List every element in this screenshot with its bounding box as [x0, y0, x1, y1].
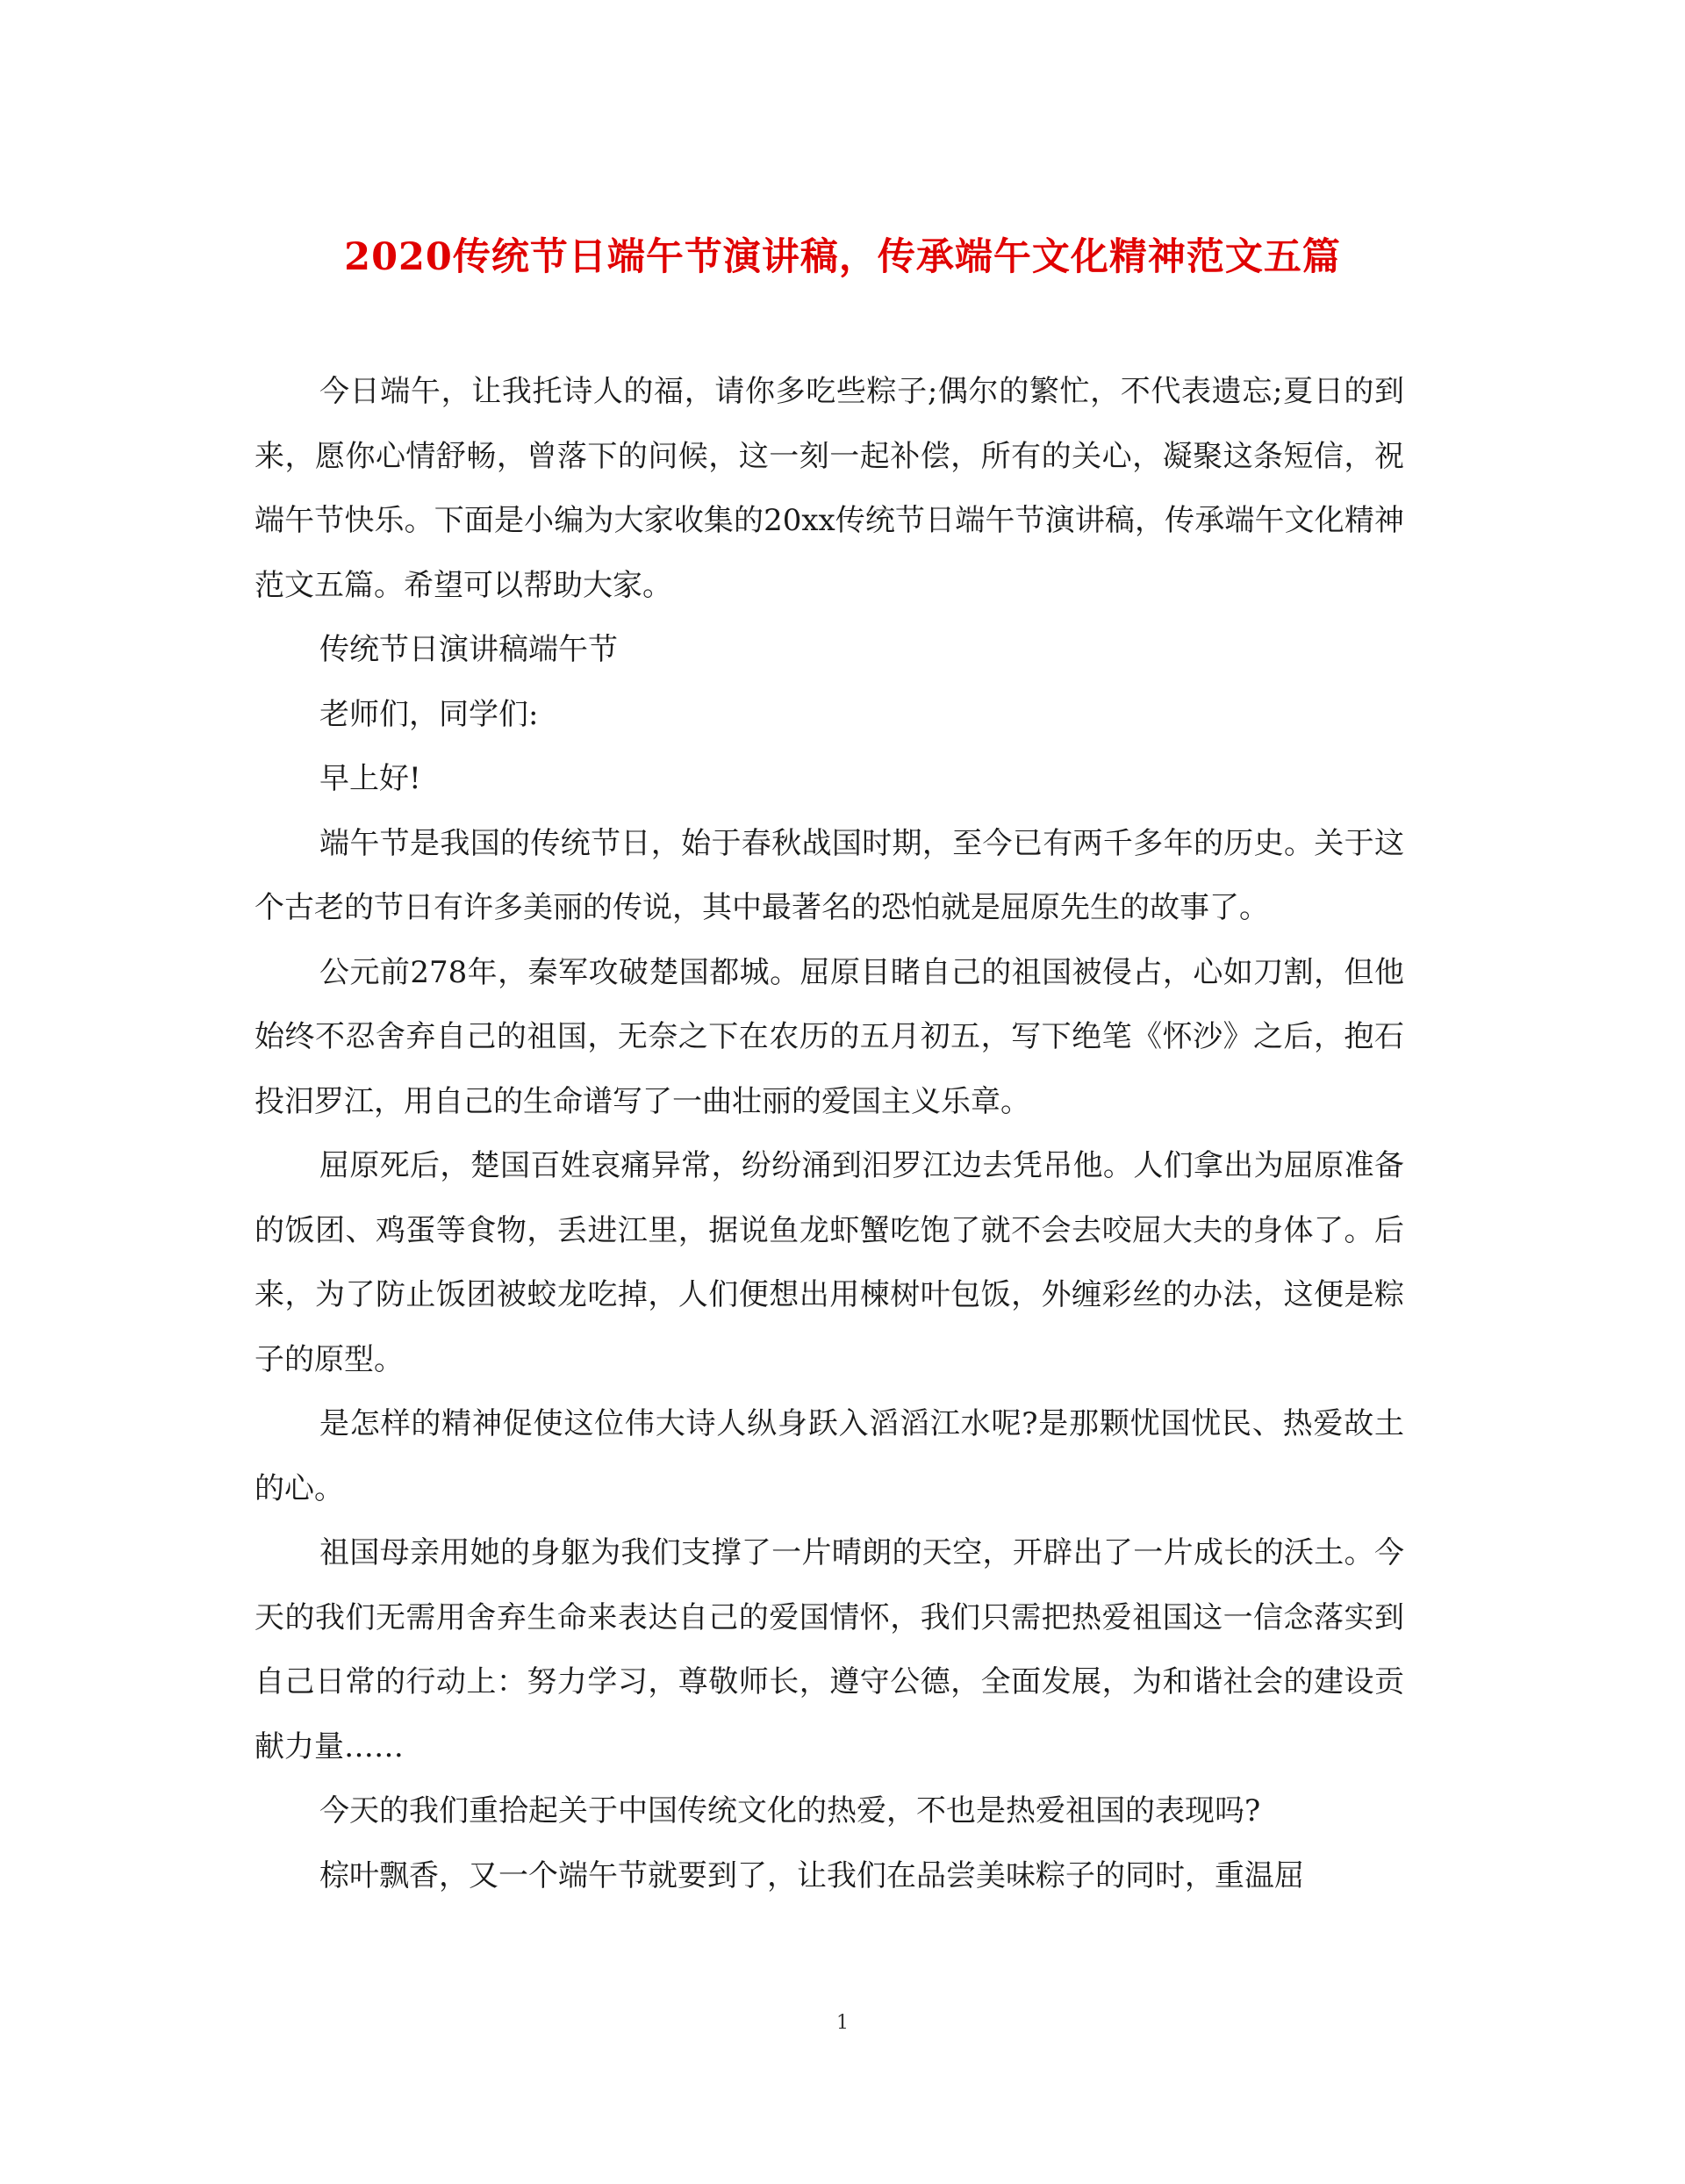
paragraph-origin: 端午节是我国的传统节日，始于春秋战国时期，至今已有两千多年的历史。关于这个古老的节日有许多美丽的传说，其中最著名的恐怕就是屈原先生的故事了。 [255, 825, 1404, 925]
document-title: 2020传统节日端午节演讲稿，传承端午文化精神范文五篇 [344, 235, 1341, 279]
document-body [255, 360, 1404, 1908]
paragraph-intro: 今日端午，让我托诗人的福，请你多吃些粽子;偶尔的繁忙，不代表遗忘;夏日的到来，愿你心情舒畅，曾落下的问候，这一刻一起补偿，所有的关心，凝聚这条短信，祝端午节快乐。下面是小编为大家收集的20xx传统节日端午节演讲稿，传承端午文化精神范文五篇。希望可以帮助大家。 [255, 374, 1404, 603]
paragraph-spirit: 是怎样的精神促使这位伟大诗人纵身跃入滔滔江水呢?是那颗忧国忧民、热爱故土的心。 [255, 1406, 1404, 1506]
paragraph-speech-heading: 传统节日演讲稿端午节 [319, 632, 618, 667]
paragraph-zongzi-origin: 屈原死后，楚国百姓哀痛异常，纷纷涌到汨罗江边去凭吊他。人们拿出为屈原准备的饭团、鸡蛋等食物，丢进江里，据说鱼龙虾蟹吃饱了就不会去咬屈大夫的身体了。后来，为了防止饭团被蛟龙吃掉，人们便想出用楝树叶包饭，外缠彩丝的办法，这便是粽子的原型。 [255, 1148, 1404, 1377]
paragraph-motherland: 祖国母亲用她的身躯为我们支撑了一片晴朗的天空，开辟出了一片成长的沃土。今天的我们无需用舍弃生命来表达自己的爱国情怀，我们只需把热爱祖国这一信念落实到自己日常的行动上：努力学习，尊敬师长，遵守公德，全面发展，为和谐社会的建设贡献力量…… [255, 1535, 1404, 1764]
paragraph-closing: 棕叶飘香，又一个端午节就要到了，让我们在品尝美味粽子的同时，重温屈 [319, 1857, 1304, 1893]
paragraph-tradition: 今天的我们重拾起关于中国传统文化的热爱，不也是热爱祖国的表现吗? [319, 1793, 1261, 1828]
page-number: 1 [836, 2012, 849, 2034]
paragraph-greeting: 早上好! [319, 761, 421, 796]
paragraph-qu-yuan-history: 公元前278年，秦军攻破楚国都城。屈原目睹自己的祖国被侵占，心如刀割，但他始终不忍舍弃自己的祖国，无奈之下在农历的五月初五，写下绝笔《怀沙》之后，抱石投汨罗江，用自己的生命谱写了一曲壮丽的爱国主义乐章。 [255, 954, 1404, 1119]
paragraph-salutation: 老师们，同学们: [319, 696, 539, 732]
